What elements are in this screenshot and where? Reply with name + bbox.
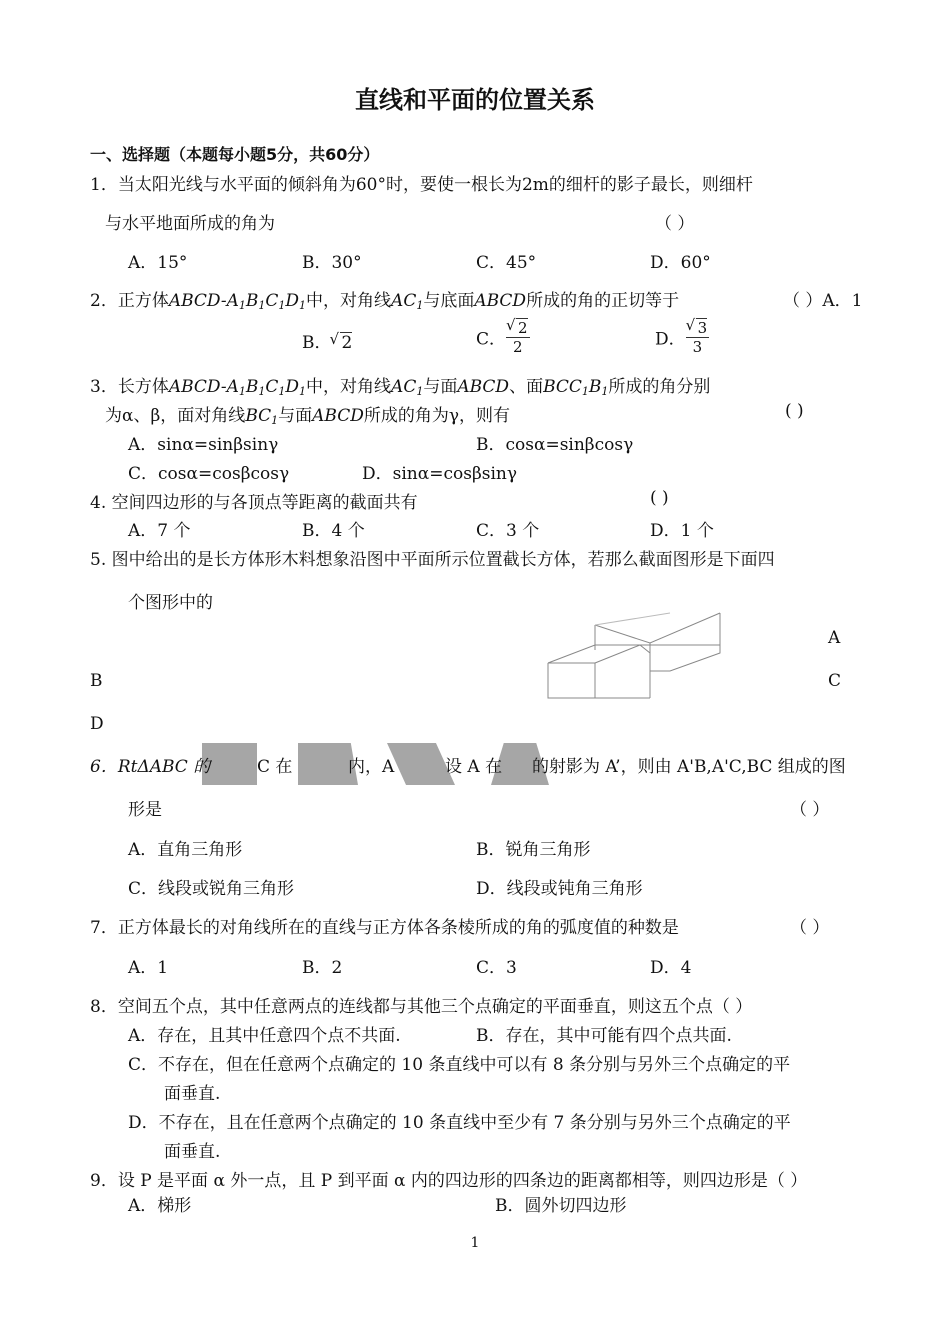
q7-option-c: C．3: [476, 958, 517, 978]
q8-option-c-line1: C．不存在，但在任意两个点确定的 10 条直线中可以有 8 条分别与另外三个点确定的平: [128, 1055, 791, 1075]
q6-option-d: D．线段或钝角三角形: [476, 879, 643, 899]
q2-base: ABCD: [474, 291, 527, 311]
q1-option-c: C．45°: [476, 253, 537, 273]
q2-option-b: B．√ 2: [302, 328, 352, 353]
q5-label-a: A: [828, 628, 841, 648]
q7-option-b: B．2: [302, 958, 343, 978]
q2-mid3: 所成的角的正切等于: [526, 291, 680, 311]
q5-line2: 个图形中的: [128, 593, 213, 613]
q5-line1: 5. 图中给出的是长方体形木料想象沿图中平面所示位置截长方体，若那么截面图形是下面四: [90, 550, 775, 570]
q4-option-c: C．3 个: [476, 521, 540, 541]
q9-option-b: B．圆外切四边形: [495, 1196, 627, 1216]
q3-option-b: B．cosα=sinβcosγ: [476, 435, 634, 455]
q2-diag: $AC_1$: [391, 291, 424, 312]
q1-line1: 1．当太阳光线与水平面的倾斜角为60°时，要使一根长为2m的细杆的影子最长，则细杆: [90, 175, 753, 195]
q6-prefix: 6．RtΔABC 的: [90, 757, 211, 777]
q7-option-d: D．4: [650, 958, 692, 978]
q9-option-a: A．梯形: [128, 1196, 192, 1216]
q4-option-b: B．4 个: [302, 521, 365, 541]
q1-answer-paren: （ ）: [655, 214, 695, 234]
q2-mid1: 中，对角线: [306, 291, 392, 311]
sqrt-symbol: √ 2: [340, 332, 353, 353]
section-heading: 一、选择题（本题每小题5分，共60分）: [90, 145, 380, 164]
q9-text: 9．设 P 是平面 α 外一点，且 P 到平面 α 内的四边形的四条边的距离都相等，则四边形是（ ）: [90, 1171, 808, 1191]
q5-label-b: B: [90, 671, 103, 691]
q2-tail: （ ）A．1: [783, 291, 863, 311]
q6-fragment-2: 内，A: [348, 757, 395, 777]
q3-answer-paren: ( ): [785, 401, 804, 421]
q2-line1: [90, 286, 679, 312]
q8-option-d-line2: 面垂直.: [164, 1142, 221, 1162]
q2-mid2: 与底面: [423, 291, 475, 311]
q5-label-d: D: [90, 714, 104, 734]
q4-option-a: A．7 个: [128, 521, 191, 541]
q2-prefix: 2．正方体: [90, 291, 169, 311]
fraction: √ $\frac{3}{3}$: [686, 318, 710, 356]
q6-fragment-1: C 在: [257, 757, 293, 777]
q6-option-a: A．直角三角形: [128, 840, 243, 860]
q6-option-b: B．锐角三角形: [476, 840, 591, 860]
q1-option-d: D．60°: [650, 253, 711, 273]
q8-text: 8．空间五个点，其中任意两点的连线都与其他三个点确定的平面垂直，则这五个点（ ）: [90, 997, 753, 1017]
q7-text: 7．正方体最长的对角线所在的直线与正方体各条棱所成的角的弧度值的种数是: [90, 918, 679, 938]
q2-option-c: C． √ $\frac{2}{2}$: [476, 318, 530, 356]
q1-line2: 与水平地面所成的角为: [105, 214, 275, 234]
q3-option-d: D．sinα=cosβsinγ: [362, 464, 518, 484]
q6-fragment-3: 设 A 在: [445, 757, 503, 777]
fraction: √ $\frac{2}{2}$: [506, 318, 530, 356]
option-shape-rectangle: [202, 743, 257, 785]
q2-solid: ABCD-$A_1B_1C_1D_1$: [168, 291, 307, 312]
q7-option-a: A．1: [128, 958, 169, 978]
q8-option-a: A．存在，且其中任意四个点不共面.: [128, 1026, 401, 1046]
q8-option-b: B．存在，其中可能有四个点共面.: [476, 1026, 732, 1046]
q6-option-c: C．线段或锐角三角形: [128, 879, 295, 899]
q4-option-d: D．1 个: [650, 521, 714, 541]
q1-option-b: B．30°: [302, 253, 362, 273]
q6-line2: 形是: [128, 800, 162, 820]
page-number: 1: [470, 1235, 480, 1251]
cuboid-cut-figure: [540, 605, 730, 705]
q6-answer-paren: （ ）: [790, 800, 830, 820]
q3-line1: 3．长方体ABCD-$A_1B_1C_1D_1$中，对角线$AC_1$与面ABCD、面$BCC_1B_1$所成的角分别: [90, 377, 711, 398]
q4-text: 4. 空间四边形的与各顶点等距离的截面共有: [90, 493, 418, 513]
q3-option-c: C．cosα=cosβcosγ: [128, 464, 290, 484]
q2-option-d: D． √ $\frac{3}{3}$: [655, 318, 709, 356]
q7-answer-paren: （ ）: [790, 918, 830, 938]
q4-answer-paren: ( ): [650, 488, 669, 508]
q8-option-c-line2: 面垂直.: [164, 1084, 221, 1104]
q5-label-c: C: [828, 671, 842, 691]
q1-option-a: A．15°: [128, 253, 188, 273]
q3-option-a: A．sinα=sinβsinγ: [128, 435, 279, 455]
q3-line2: 为α、β，面对角线$BC_1$与面ABCD所成的角为γ，则有: [105, 406, 511, 427]
q8-option-d-line1: D．不存在，且在任意两个点确定的 10 条直线中至少有 7 条分别与另外三个点确定的平: [128, 1113, 791, 1133]
page-title: 直线和平面的位置关系: [355, 86, 595, 114]
q6-fragment-4: 的射影为 A’，则由 A'B,A'C,BC 组成的图: [532, 757, 846, 777]
